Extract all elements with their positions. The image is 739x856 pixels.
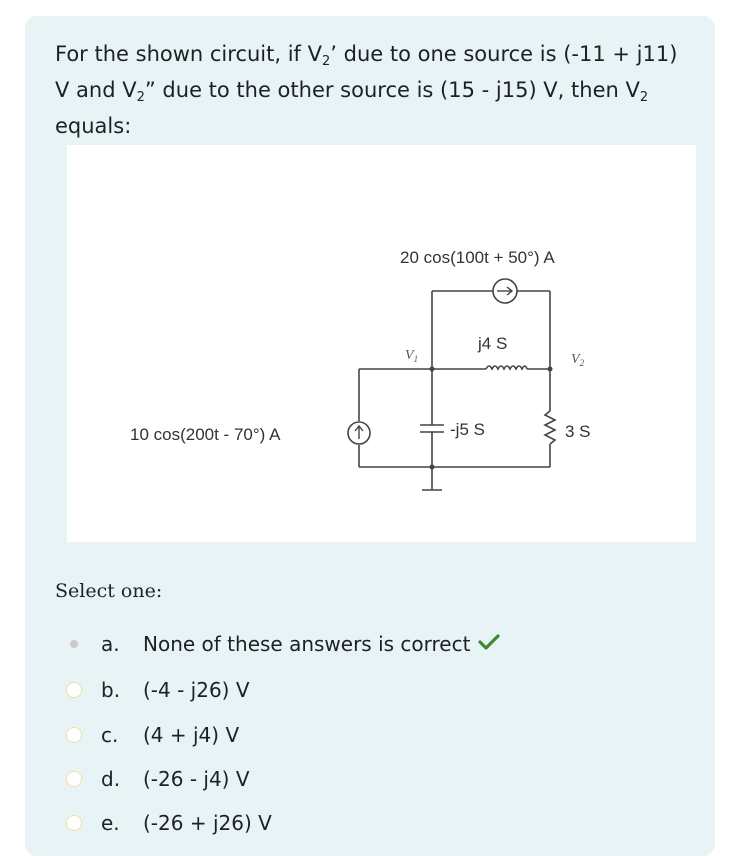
- option-b[interactable]: b. (-4 - j26) V: [66, 675, 250, 705]
- option-e[interactable]: e. (-26 + j26) V: [66, 808, 272, 838]
- left-source-label: 10 cos(200t - 70°) A: [130, 425, 281, 444]
- radio-selected-icon[interactable]: [66, 636, 82, 652]
- circuit-figure: [67, 145, 696, 542]
- option-a[interactable]: a. None of these answers is correct: [66, 629, 500, 659]
- radio-icon[interactable]: [66, 727, 82, 743]
- capacitor-label: -j5 S: [450, 420, 485, 439]
- top-source-label: 20 cos(100t + 50°) A: [400, 248, 555, 267]
- inductor-label: j4 S: [478, 334, 508, 353]
- check-icon: [478, 632, 500, 656]
- resistor-label: 3 S: [565, 422, 591, 441]
- option-c[interactable]: c. (4 + j4) V: [66, 720, 239, 750]
- select-one-label: Select one:: [55, 580, 163, 602]
- question-text: For the shown circuit, if $V_2$’ due to one source is (-11 + j11) V and $V_2$” due to the other source is (15 - j15) V, then $V_2$ equals:: [55, 42, 678, 138]
- radio-icon[interactable]: [66, 682, 82, 698]
- node-v1-label: $V_1$: [405, 348, 419, 364]
- option-d[interactable]: d. (-26 - j4) V: [66, 764, 250, 794]
- circuit-diagram: [67, 145, 696, 542]
- node-v2-label: $V_2$: [571, 352, 585, 368]
- radio-icon[interactable]: [66, 771, 82, 787]
